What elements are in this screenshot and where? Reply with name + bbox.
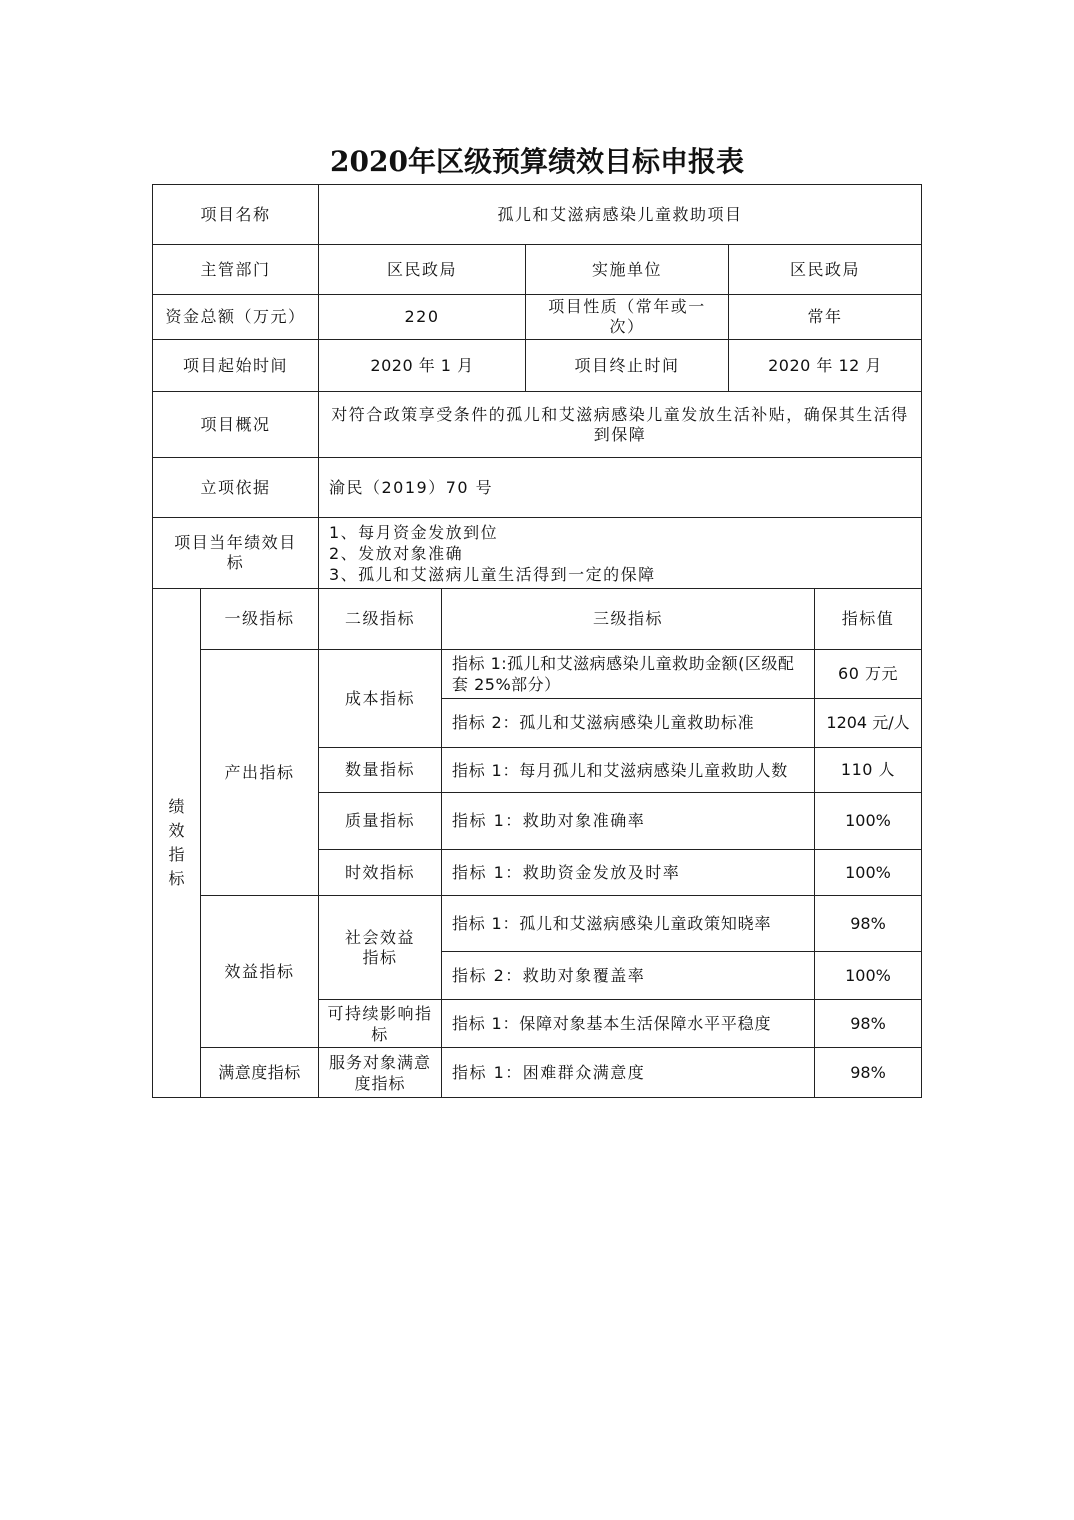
impl-label: 实施单位 [525,244,729,295]
level2-quality: 质量指标 [318,792,442,850]
fund-value: 220 [318,294,526,340]
basis-label: 立项依据 [152,457,319,518]
indicator-row-value: 100% [814,951,922,1000]
dept-value: 区民政局 [318,244,526,295]
nature-label: 项目性质（常年或一次） [525,294,729,340]
indicator-row-value: 98% [814,1047,922,1098]
header-level3: 三级指标 [441,588,815,650]
section-label-char: 效 [168,821,185,840]
indicator-row-value: 1204 元/人 [814,698,922,748]
indicator-row-value: 60 万元 [814,649,922,699]
level2-timeliness: 时效指标 [318,849,442,896]
page-title: 2020年区级预算绩效目标申报表 [330,145,744,178]
indicator-row-text: 指标 2：救助对象覆盖率 [441,951,815,1000]
end-label: 项目终止时间 [525,339,729,392]
start-value: 2020 年 1 月 [318,339,526,392]
indicator-row-text: 指标 1:孤儿和艾滋病感染儿童救助金额(区级配套 25%部分） [441,649,815,699]
overview-label: 项目概况 [152,391,319,458]
indicator-row-text: 指标 1：每月孤儿和艾滋病感染儿童救助人数 [441,747,815,793]
indicator-row-text: 指标 1：保障对象基本生活保障水平平稳度 [441,999,815,1048]
section-label-char: 标 [168,869,185,888]
header-level2: 二级指标 [318,588,442,650]
indicator-row-text: 指标 1：困难群众满意度 [441,1047,815,1098]
section-label-char: 绩 [168,797,185,816]
goal-list [318,517,922,589]
goal-item: 2、发放对象准确 [329,543,464,563]
indicator-section-label [152,588,201,1098]
level2-quantity: 数量指标 [318,747,442,793]
project-name-label: 项目名称 [152,184,319,245]
end-value: 2020 年 12 月 [728,339,922,392]
dept-label: 主管部门 [152,244,319,295]
section-label-char: 指 [168,845,185,864]
indicator-row-value: 98% [814,895,922,952]
impl-value: 区民政局 [728,244,922,295]
level2-service: 服务对象满意度指标 [318,1047,442,1098]
basis-value: 渝民（2019）70 号 [318,457,922,518]
level2-social: 社会效益指标 [318,895,442,1000]
indicator-row-text: 指标 1：孤儿和艾滋病感染儿童政策知晓率 [441,895,815,952]
indicator-row-text: 指标 2：孤儿和艾滋病感染儿童救助标准 [441,698,815,748]
goal-item: 3、孤儿和艾滋病儿童生活得到一定的保障 [329,564,656,584]
level1-output: 产出指标 [200,649,319,896]
nature-value: 常年 [728,294,922,340]
goal-label: 项目当年绩效目标 [152,517,319,589]
indicator-row-text: 指标 1：救助资金发放及时率 [441,849,815,896]
fund-label: 资金总额（万元） [152,294,319,340]
start-label: 项目起始时间 [152,339,319,392]
project-name-value: 孤儿和艾滋病感染儿童救助项目 [318,184,922,245]
level2-sustain: 可持续影响指标 [318,999,442,1048]
indicator-row-value: 100% [814,849,922,896]
indicator-row-value: 98% [814,999,922,1048]
indicator-row-value: 100% [814,792,922,850]
overview-value: 对符合政策享受条件的孤儿和艾滋病感染儿童发放生活补贴，确保其生活得到保障 [318,391,922,458]
goal-item: 1、每月资金发放到位 [329,522,499,542]
level1-satisfaction: 满意度指标 [200,1047,319,1098]
indicator-row-text: 指标 1：救助对象准确率 [441,792,815,850]
indicator-row-value: 110 人 [814,747,922,793]
level2-cost: 成本指标 [318,649,442,748]
level1-benefit: 效益指标 [200,895,319,1048]
header-value: 指标值 [814,588,922,650]
header-level1: 一级指标 [200,588,319,650]
